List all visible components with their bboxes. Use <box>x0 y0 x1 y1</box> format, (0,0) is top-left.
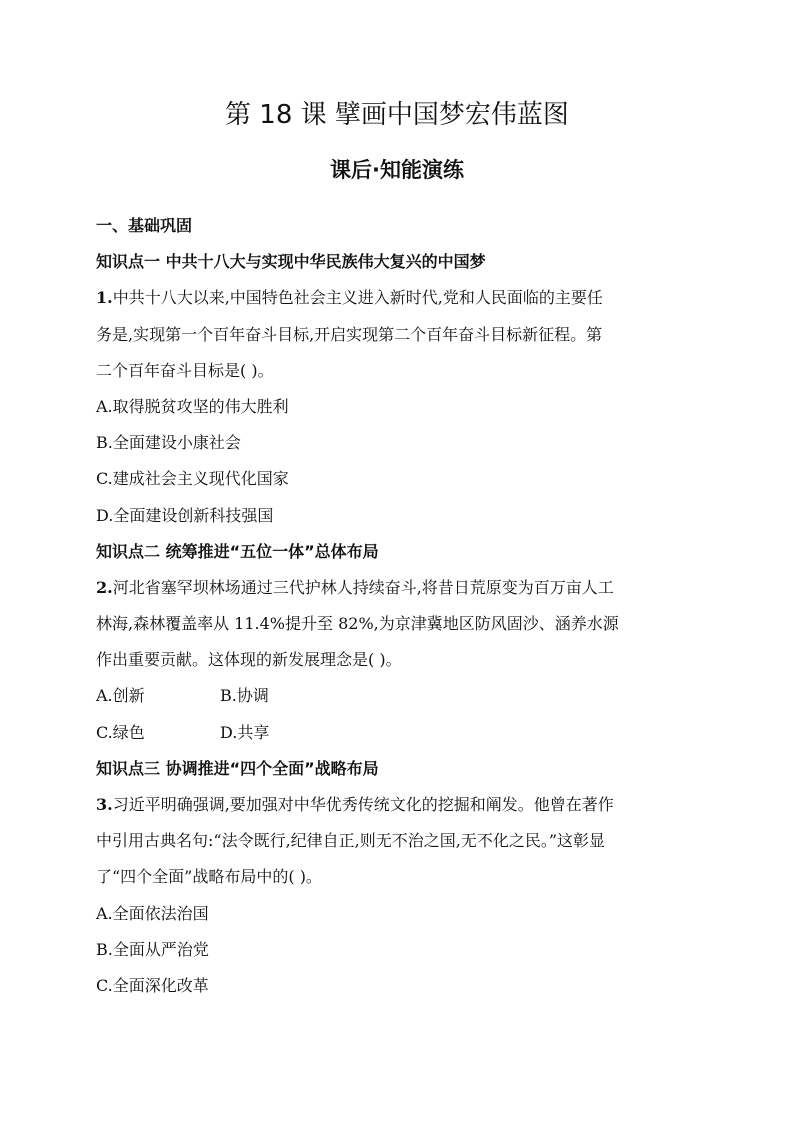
question-2-line-2: 林海,森林覆盖率从 11.4%提升至 82%,为京津冀地区防风固沙、涵养水源 <box>96 614 619 634</box>
question-1-option-a: A.取得脱贫攻坚的伟大胜利 <box>96 396 289 416</box>
question-3-option-c: C.全面深化改革 <box>96 975 209 995</box>
question-2-text-1: 河北省塞罕坝林场通过三代护林人持续奋斗,将昔日荒原变为百万亩人工 <box>112 577 614 597</box>
question-1-line-2: 务是,实现第一个百年奋斗目标,开启实现第二个百年奋斗目标新征程。第 <box>96 324 603 344</box>
page-title: 第 18 课 擘画中国梦宏伟蓝图 <box>225 100 569 130</box>
question-2-number: 2. <box>96 577 113 597</box>
page-subtitle: 课后·知能演练 <box>330 158 464 182</box>
exercise-content <box>96 208 700 1004</box>
question-1-number: 1. <box>96 288 113 308</box>
question-1-line-1 <box>96 280 700 316</box>
question-1-option-b: B.全面建设小康社会 <box>96 433 241 453</box>
knowledge-point-3: 知识点三 协调推进“四个全面”战略布局 <box>96 758 379 778</box>
question-3-option-b: B.全面从严治党 <box>96 939 209 959</box>
knowledge-point-2: 知识点二 统筹推进“五位一体”总体布局 <box>96 541 379 561</box>
question-2-options-row-1 <box>96 678 700 714</box>
question-1-text-1: 中共十八大以来,中国特色社会主义进入新时代,党和人民面临的主要任 <box>112 288 603 308</box>
question-2-line-1 <box>96 570 700 606</box>
question-3-option-a: A.全面依法治国 <box>96 903 209 923</box>
question-3-line-1 <box>96 787 700 823</box>
question-3-line-3: 了“四个全面”战略布局中的( )。 <box>96 867 322 887</box>
question-3-line-2: 中引用古典名句:“法令既行,纪律自正,则无不治之国,无不化之民。”这彰显 <box>96 831 606 851</box>
question-1-option-c: C.建成社会主义现代化国家 <box>96 469 289 489</box>
question-2-option-a: A.创新 <box>96 686 145 706</box>
question-3-text-1: 习近平明确强调,要加强对中华优秀传统文化的挖掘和阐发。他曾在著作 <box>112 795 614 814</box>
question-1-option-d: D.全面建设创新科技强国 <box>96 505 274 525</box>
question-2-option-b: B.协调 <box>220 686 269 706</box>
section-heading: 一、基础巩固 <box>96 216 193 235</box>
question-2-options-row-2 <box>96 715 700 751</box>
question-3-number: 3. <box>96 795 113 814</box>
knowledge-point-1: 知识点一 中共十八大与实现中华民族伟大复兴的中国梦 <box>96 252 486 272</box>
question-2-line-3: 作出重要贡献。这体现的新发展理念是( )。 <box>96 650 402 670</box>
question-2-option-c: C.绿色 <box>96 722 145 742</box>
question-1-line-3: 二个百年奋斗目标是( )。 <box>96 360 274 380</box>
question-2-option-d: D.共享 <box>220 722 270 742</box>
